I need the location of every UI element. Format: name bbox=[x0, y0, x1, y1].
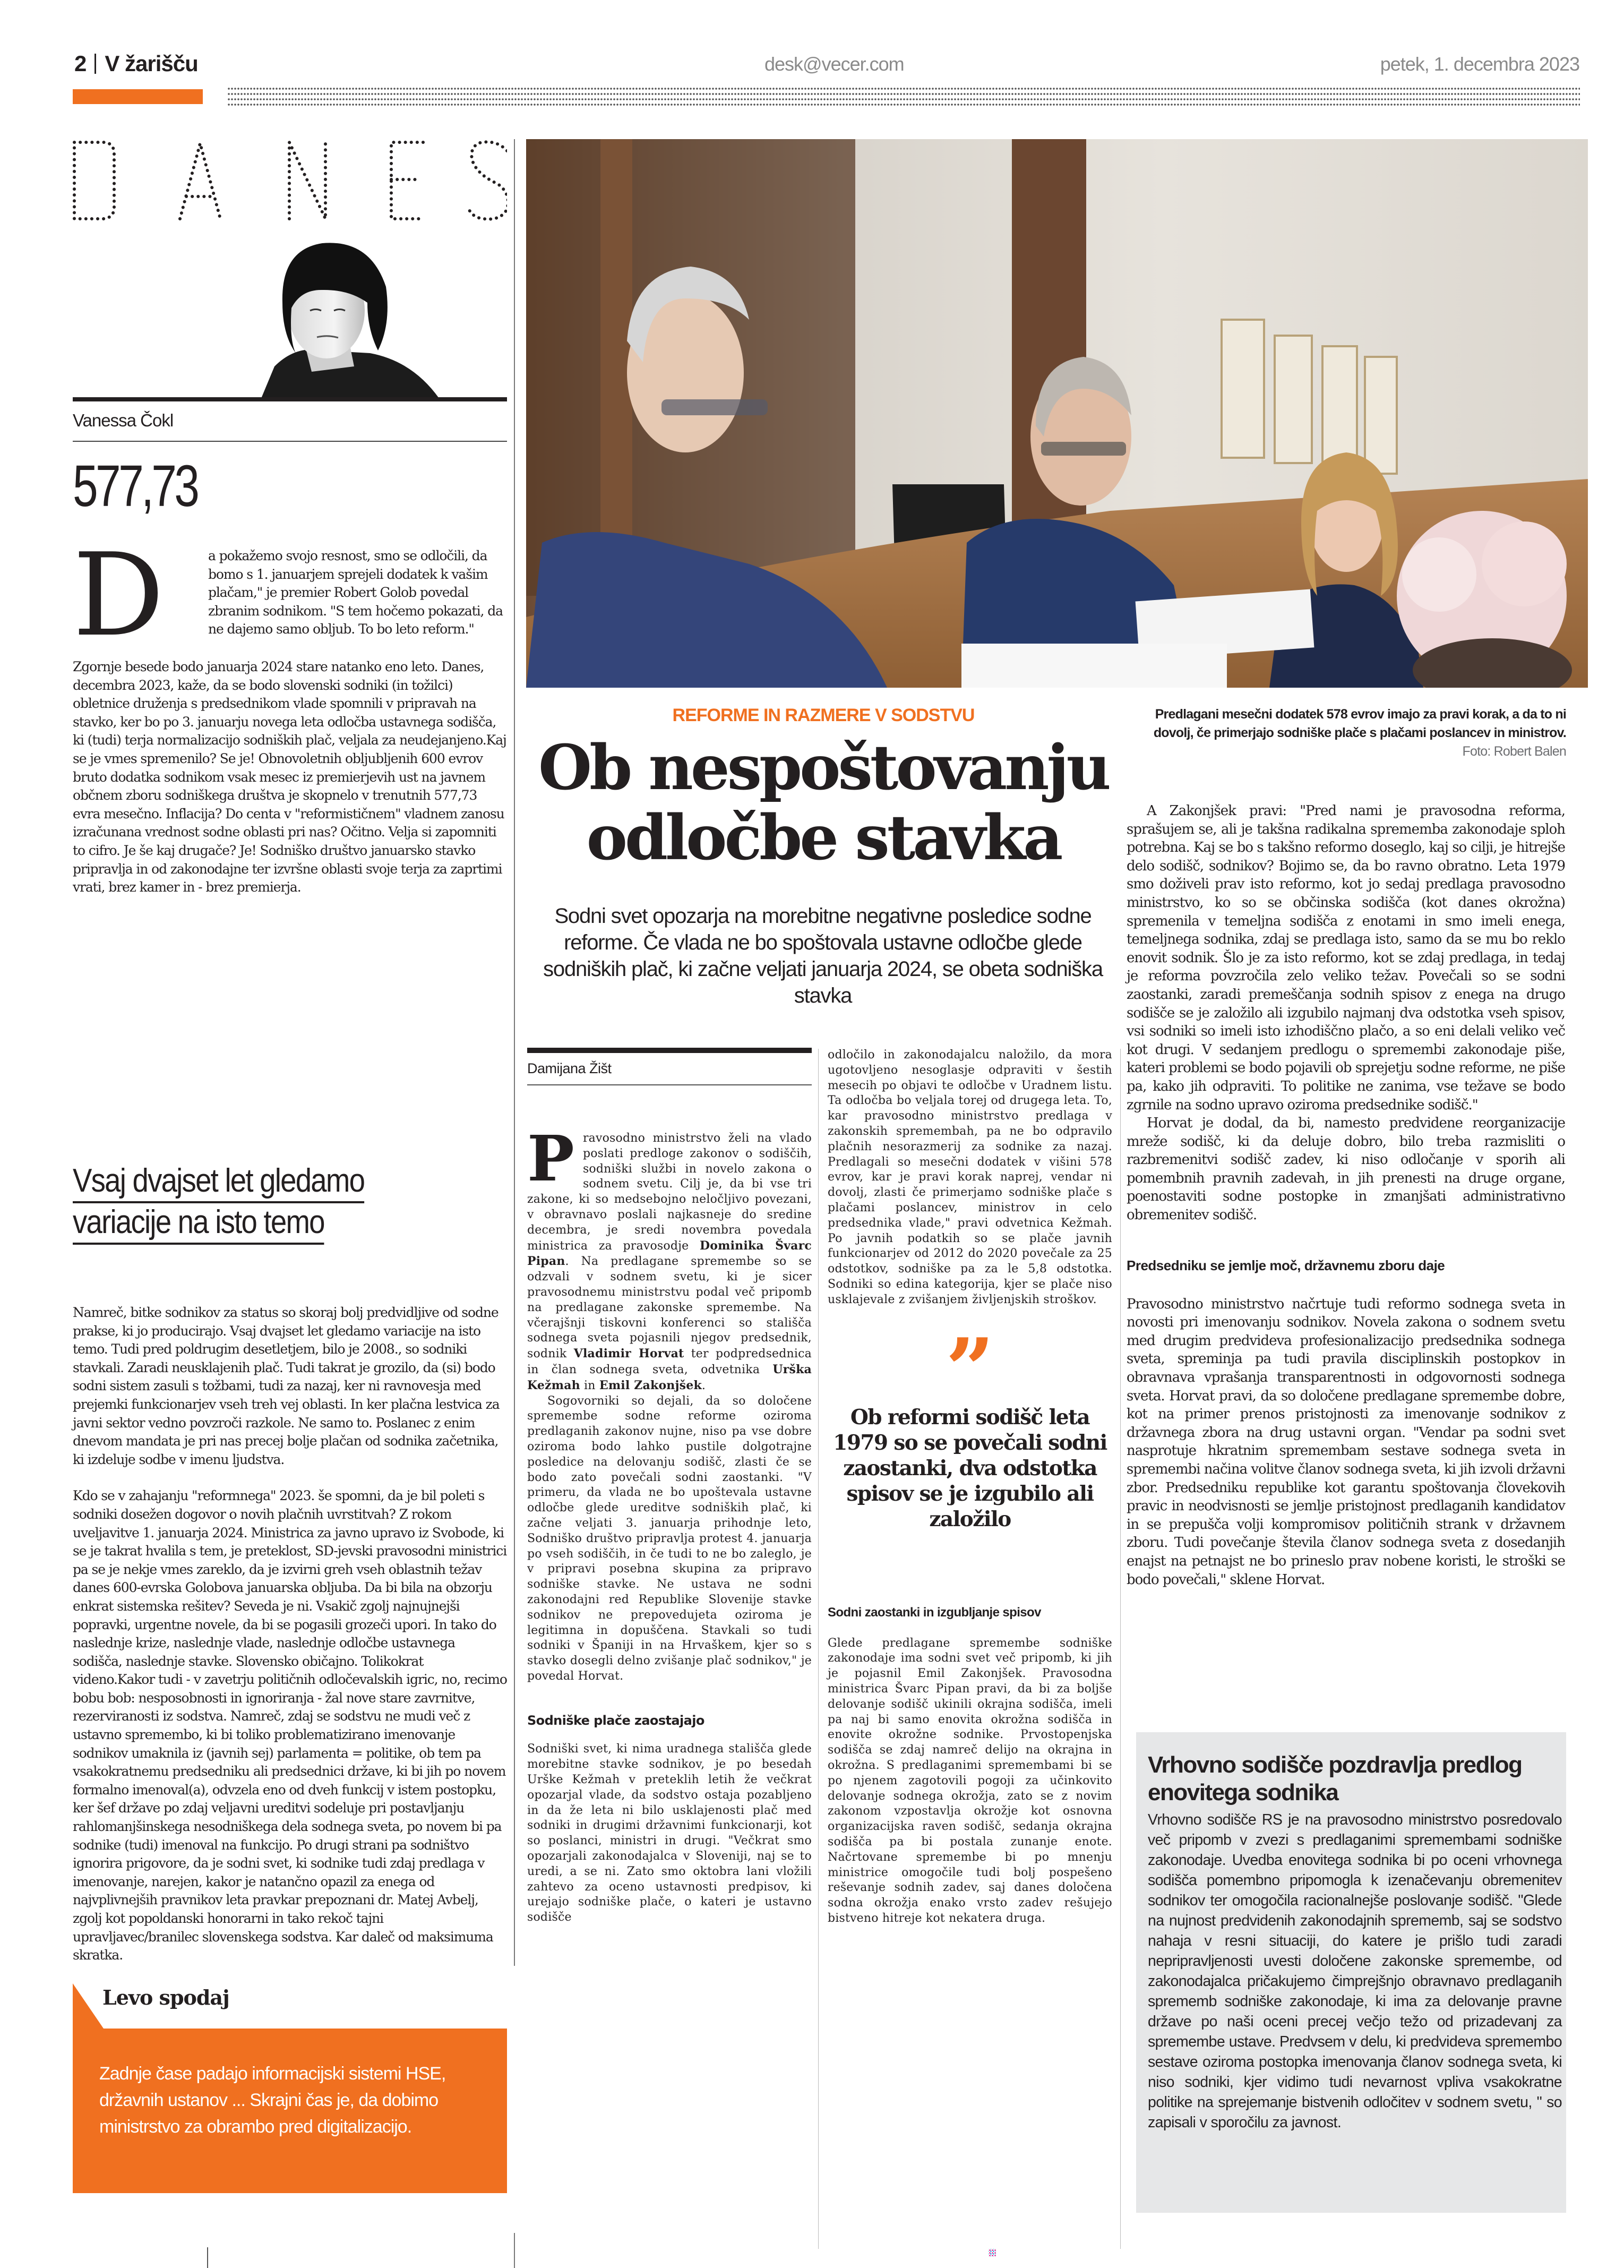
person-name: Vladimir Horvat bbox=[573, 1347, 684, 1361]
commentary-column bbox=[73, 138, 507, 1963]
article-body bbox=[1127, 802, 1565, 1225]
article-subhead: Predsedniku se jemlje moč, državnemu zboru daje bbox=[1127, 1257, 1445, 1273]
article-byline[interactable]: Damijana Žišt bbox=[527, 1060, 612, 1076]
article-subhead: Sodniške plače zaostajajo bbox=[527, 1713, 704, 1728]
commentary-lead-paragraph: a pokažemo svojo resnost, smo se odločili, da bomo s 1. januarjem sprejeli dodatek k vašim plačam," je premier Robert Golob povedal zbranim sodnikom. "S tem hočemo pokazati, da ne dajemo samo obljub. To bo leto reform." bbox=[208, 548, 503, 637]
article-column-2 bbox=[828, 1048, 1112, 1927]
article-headline: Ob nespoštovanju odločbe stavka bbox=[538, 732, 1109, 874]
article-body bbox=[828, 1636, 1112, 1927]
byline-rule bbox=[527, 1048, 812, 1053]
person-name: Urška Kežmah bbox=[527, 1362, 812, 1392]
article-body bbox=[527, 1122, 812, 1925]
sidebar-box-title: Vrhovno sodišče pozdravlja predlog enovitega sodnika bbox=[1148, 1752, 1522, 1805]
commentary-paragraph: Zgornje besede bodo januarja 2024 stare natanko eno leto. Danes, decembra 2023, kaže, da se bodo slovenski sodniki (in tožilci) obletnice druženja s predsednikom vlade spomnili v pripravah na stavko, ker bo po 3. januarju novega leta odločba ustavnega sodišča, ki (tudi) terja normalizacijo sodniških plač, veljala za neudejanjeno.Kaj se je vmes spremenilo? Se je! Obnovoletnih obljubljenih 600 evrov bruto dodatka sodnikom vsak mesec iz premierjevih ust na javnem občnem zboru sodniškega društva je skopnelo v trenutnih 577,73 evra mesečno. Inflacija? Do centa v "reformističnem" vladnem zanosu izračunana vrednost sodne oblasti pri nas? Očitno. Velja si zapomniti to cifro. Je še kaj drugače? Je! Sodniško društvo januarsko stavko pripravlja in od zakonodajne ter izvršne oblasti svoje terja za zaprtimi vrati, brez kamer in - brez premierja. bbox=[73, 658, 506, 895]
pull-quote-text: Ob reformi sodišč leta 1979 so se povečali sodni zaostanki, dva odstotka spisov se je izgubilo ali založilo bbox=[833, 1405, 1107, 1531]
column-divider bbox=[514, 2233, 515, 2268]
meeting-photo-image bbox=[526, 139, 1588, 688]
person-name: Emil Zakonjšek bbox=[599, 1378, 702, 1392]
commentary-subheading bbox=[73, 1160, 437, 1243]
commentary-lead bbox=[73, 528, 507, 897]
closing-quote-icon: ” bbox=[945, 1319, 995, 1419]
person-name: Dominika Švarc Pipan bbox=[527, 1238, 812, 1269]
author-rule bbox=[73, 397, 507, 401]
sidebar-box-text: Vrhovno sodišče RS je na pravosodno ministrstvo posredovalo več pripomb v zvezi s predlaganimi spremembami sodniške zakonodaje. Uvedba enovitega sodnika bi po oceni vrhovnega sodišča pomembno pripomogla k izenačevanju obremenitev sodnikov ter omogočila racionalnejše poslovanje sodišč. "Glede na nujnost predvidenih zakonodajnih sprememb, saj se sodstvo nahaja v resni situaciji, do katere je prišlo tudi zaradi nepripravljenosti uvesti določene zakonske spremembe, od zakonodajalca pričakujemo čimprejšnjo obravnavo predlaganih sprememb sodniške zakonodaje, ki ima za delovanje pravne države po naši oceni precej večjo težo od prizadevanj za spremembe ustave. Predvsem v delu, ki predvideva spremembo sestave oziroma postopka imenovanja članov sodnega sveta, ki niso sodniki, kjer vidimo tudi nevarnost vpliva vsakokratne politike na sprejemanje bistvenih odločitev v sodnem svetu, " so zapisali v sporočilu za javnost. bbox=[1148, 1811, 1562, 2131]
print-registration-mark bbox=[989, 2249, 996, 2256]
article-body bbox=[1127, 1295, 1565, 1589]
page-header-section bbox=[74, 51, 198, 76]
photo-caption bbox=[1131, 705, 1566, 761]
article-paragraph: Pravosodno ministrstvo načrtuje tudi reformo sodnega sveta in novosti pri imenovanju sodnikov. Novela zakona o sodnem svetu med drugim predvideva profesionalizacijo predsednika sodnega sveta, spreminja pa tudi pravila disciplinskih postopkov in obravnava vprašanja transparentnosti in odgovornosti sodnega sveta. Horvat pravi, da so določene predlagane spremembe dobre, kot na primer prenos pristojnosti za imenovanje sodnikov z državnega zbora na drug ustavni organ. "Vendar pa sodni svet nasprotuje hkratnim spremembam sestave sodnega sveta in spremembi načina volitve članov sodnega sveta, ki jih izvoli državni zbor. Predsedniku republike kot garantu spoštovanja človekovih pravic in neodvisnosti se jemlje pristojnost predlaganih kandidatov in se prepušča volji kompromisov političnih strank v državnem zboru. Tudi povečanje števila članov sodnega sveta z dosedanjih enajst na petnajst ne bo prineslo prav nobene koristi, le stroški se bodo povečali," sklene Horvat. bbox=[1127, 1296, 1565, 1588]
sidebar-box bbox=[1136, 1732, 1566, 2213]
section-name: V žarišču bbox=[105, 51, 198, 76]
column-divider bbox=[1120, 1049, 1121, 2249]
article-column-3 bbox=[1127, 802, 1565, 1589]
article-paragraph: Sodniški svet, ki nima uradnega stališča glede morebitne stavke sodnikov, je po besedah Urške Kežmah v preteklih letih že večkrat opozarjal vlade, da sodstvo ostaja pozabljeno in da že leta ni bilo usklajenosti plač med sodniki in drugimi državnimi funkcionarji, kot so poslanci, ministri in drugi. "Večkrat smo opozarjali zakonodajalca v Sloveniji, naj se to uredi, a se ni. Zato smo oktobra lani vložili zahtevo za oceno ustavnosti predpisov, ki urejajo sodniške plače, o kateri je ustavno sodišče bbox=[527, 1742, 812, 1924]
article-subhead: Sodni zaostanki in izgubljanje spisov bbox=[828, 1605, 1041, 1620]
photo-credit: Foto: Robert Balen bbox=[1462, 744, 1566, 759]
commentary-subheading-text: Vsaj dvajset let gledamo variacije na isto temo bbox=[73, 1162, 364, 1245]
column-divider bbox=[514, 139, 515, 1966]
byline-rule-thin bbox=[527, 1084, 812, 1085]
levo-spodaj-title: Levo spodaj bbox=[102, 1985, 229, 2009]
article-paragraph: Glede predlagane spremembe sodniške zakonodaje ima sodni svet več pripomb, ki jih je pojasnil Emil Zakonjšek. Pravosodna ministrica Švarc Pipan pravi, da bi za boljše delovanje sodišč ukinili okrajna sodišča, imeli pa naj bi samo enovita okrožna sodišča in enovite okrožne sodnike. Prvostopenjska sodišča se zdaj namreč delijo na okrajna in okrožna. S predlaganimi spremembami bi se po njenem zagotovili pogoji za učinkovito delovanje sodnega okrožja, zato se z novim zakonom vzpostavlja okrožje kot osnovna organizacijska raven sodišč, sedanja okrajna sodišča pa bi postala zunanje enote. Načrtovane spremembe bi po mnenju ministrice omogočile tudi bolj pospešeno reševanje sodnih zadev, saj danes določena sodna okrožja enako vrsto zadev rešujejo bistveno hitreje kot nekatera druga. bbox=[828, 1636, 1112, 1925]
header-date: petek, 1. decembra 2023 bbox=[1380, 53, 1579, 75]
article-paragraph: odločilo in zakonodajalcu naložilo, da mora ugotovljeno nesoglasje odpraviti v šestih mesecih po objavi te odločbe v Uradnem listu. Ta odločba bo veljala torej od drugega leta. To, kar pravosodno ministrstvo predlaga v zakonskih spremembah, pa ne bo odpravilo plačnih nesorazmerij za sodnike za nazaj. Predlagali so mesečni dodatek v višini 578 evrov, kar je pravi korak naprej, vendar ni dovolj, zlasti če primerjamo sodniške plače s plačami poslancev, ministrov in celo predsednika vlade," pravi odvetnica Kežmah. Po javnih podatkih so se plače javnih funkcionarjev od 2012 do 2020 povečale za 25 odstotkov, sodniške pa za le 5,8 odstotka. Sodniki so edina kategorija, kjer se plače niso usklajevale z zvišanjem življenjskih stroškov. bbox=[828, 1048, 1112, 1306]
commentary-paragraph: Kdo se v zahajanju "reformnega" 2023. še spomni, da je bil poleti s sodniki dosežen dogovor o novih plačnih uvrstitvah? Z rokom uveljavitve 1. januarja 2024. Ministrica za javno upravo iz Svobode, ki se je takrat hvalila s tem, je preteklost, SD-jevski pravosodni ministrici pa se je nekje vmes zareklo, da je izvirni greh vseh oblastnih težav danes 600-evrska Golobova januarska obljuba. Da bi bila na obzorju enkrat sistemska rešitev? Seveda je ni. Vsakič zgolj najnujnejši popravki, urgentne novele, da bi se pogasili grozeči upori. In tako do naslednje krize, naslednje vlade, naslednje odločbe ustavnega sodišča, naslednje stavke. Slovensko običajno. Tolikokrat videno.Kakor tudi - v zavetrju političnih odločevalskih igric, no, recimo bobu bob: nesposobnosti in ignoriranja - žal nove stare zavrnitve, rezerviranosti iz sodstva. Namreč, zdaj se sodstvu ne mudi več z ustavno spremembo, ki bi toliko problematizirano imenovanje sodnikov umaknila iz (javnih sej) parlamenta = politike, ob tem pa vsakokratnemu predsedniku ali predsednici države, ki bi jih po novem formalno imenoval(a), odvzela eno od dveh funkcij v istem postopku, ker šef države po zdaj veljavni ureditvi sodeluje pri postavljanju rahlomanjšinskega nesodniškega dela sodnega sveta, po novem bi pa sodnike (tudi) imenoval na funkcijo. Po drugi strani pa sodništvo ignorira prigovore, da je sodni svet, ki sodnike tudi zdaj predlaga v imenovanje, narejen, kakor je natančno opazil za enega od najvplivnejših pravnikov leta pravkar prepoznani dr. Matej Avbelj, zgolj kot popoldanski honorarni in tako rekoč tajni upravljavec/branilec slovenskega sodstva. Kar daleč od maksimuma skratka. bbox=[73, 1488, 507, 1963]
text-run: . Na predlagane spremembe so se odzvali v sodnem svetu, ki je sicer pravosodnemu ministrstvu podal več pripomb na predlagane zakonske spremembe. Na včerajšnji tiskovni konferenci so stališča sodnega sveta pojasnili njegov predsednik, sodnik bbox=[527, 1255, 812, 1361]
header-email[interactable]: desk@vecer.com bbox=[764, 53, 904, 75]
text-run: ravosodno ministrstvo želi na vlado poslati predloge zakonov o sodiščih, sodniški službi in novelo zakona o sodnem svetu. Cilj je, da bi vse tri zakone, ki so medsebojno neločljivo povezani, v obravnavo poslali najkasneje do sredine decembra, je sredi novembra povedala ministrica za pravosodje bbox=[527, 1132, 812, 1253]
header-divider bbox=[94, 54, 96, 74]
article-photo bbox=[526, 139, 1588, 688]
photo-caption-text: Predlagani mesečni dodatek 578 evrov imajo za pravi korak, a da to ni dovolj, če primerjajo sodniške plače s plačami poslancev in ministrov. bbox=[1153, 707, 1566, 740]
article-paragraph: Sogovorniki so dejali, da so določene spremembe sodne reforme oziroma predlaganih zakonov nujne, niso pa vse dobre oziroma bodo lahko pustile dolgotrajne posledice na delovanju sodišč, zlasti če se bodo zato povečali sodni zaostanki. "V primeru, da vlada ne bo upoštevala ustavne odločbe glede ureditve sodniških plač, ki začne veljati 3. januarja prihodnje leto, Sodniško društvo pripravlja protest 4. januarja po vseh sodiščih, in če tudi to ne bo zaleglo, je v pripravi posebna skupina za pripravo sodniške stavke. Ne ustava ne sodni zakonodajni red Republike Slovenije stavke sodnikov ne prepovedujeta oziroma je legitimna in dopuščena. Stavkali so tudi sodniki v Španiji in na Hrvaškem, kjer so s stavko dosegli delno zvišanje plač sodnikov," je povedal Horvat. bbox=[527, 1394, 812, 1683]
danes-dotted-title bbox=[73, 138, 507, 223]
author-name[interactable]: Vanessa Čokl bbox=[73, 410, 174, 430]
article-column-1 bbox=[527, 1048, 812, 1925]
author-rule-thin bbox=[73, 441, 507, 442]
article-kicker: REFORME IN RAZMERE V SODSTVU bbox=[672, 705, 975, 725]
dropcap-letter: D bbox=[73, 528, 164, 662]
text-run: in bbox=[580, 1379, 599, 1392]
commentary-title-number: 577,73 bbox=[73, 453, 197, 519]
text-run: . bbox=[701, 1379, 706, 1392]
commentary-paragraph: Namreč, bitke sodnikov za status so skoraj bolj predvidljive od sodne prakse, ki jo producirajo. Vsaj dvajset let gledamo variacije na isto temo. Tudi pred poldrugim desetletjem, bilo je 2008., so sodniki stavkali. Zaradi neusklajenih plač. Tudi takrat je grozilo, da (si) bodo sodni sistem zasuli s tožbami, tudi za nazaj, ker ni ravnovesja med prejemki funkcionarjev vseh treh vej oblasti. In ker plačna lestvica za javni sektor vedno povzroči razkole. Ne samo to. Poslanec z enim dnevom mandata je pri nas precej bolje plačan od sodnika začetnika, ki izdeluje sodbe v imenu ljudstva. bbox=[73, 1305, 500, 1467]
article-deck: Sodni svet opozarja na morebitne negativne posledice sodne reforme. Če vlada ne bo spoštovala ustavne odločbe glede sodniških plač, ki začne veljati januarja 2024, se obeta sodniška stavka bbox=[543, 904, 1103, 1007]
levo-spodaj-box bbox=[73, 1983, 507, 2193]
header-accent-bar bbox=[73, 89, 203, 104]
pull-quote bbox=[828, 1319, 1112, 1532]
levo-spodaj-text: Zadnje čase padajo informacijski sistemi HSE, državnih ustanov ... Skrajni čas je, da dobimo ministrstvo za obrambo pred digitalizacijo. bbox=[99, 2064, 446, 2137]
article-paragraph: A Zakonjšek pravi: "Pred nami je pravosodna reforma, sprašujem se, ali je takšna radikalna sprememba zakonodaje sploh potrebna. Kaj se bo s takšno reformo doseglo, kaj so cilji, je hitrejše delo sodišč, sodnikov? Bojimo se, da bo ravno obratno. Leta 1979 smo doživeli prav isto reformo, kot jo sedaj predlaga pravosodno ministrstvo, ko so se občinska sodišča (kot danes okrožna) spremenila v temeljna sodišča z enotami in smo imeli enega, temeljnega sodnika, zdaj se predlaga isto, samo da se mu bo reklo enovit sodnik. Šlo je za isto reformo, kot se zdaj predlaga, in tedaj je reforma povzročila zelo veliko težav. Povečali so se sodni zaostanki, zaradi premeščanja sodnih spisov z enega na drugo sodišče se je založilo ali izgubilo najmanj dva odstotka vseh spisov, vsi sodniki so imeli isto izhodiščno plačo, a so eni delali veliko več kot drugi. V sedanjem predlogu o spremembi zakonodaje piše, kateri problemi se bodo pojavili ob sprejetju sodne reforme, ne piše pa, kako jih odpraviti. To politike ne zanima, vse težave se bodo zgrnile na sodno upravo oziroma predsednike sodišč." bbox=[1127, 803, 1565, 1113]
commentary-body bbox=[73, 1304, 507, 1965]
author-photo-image bbox=[73, 239, 507, 398]
dotted-letters-logo bbox=[73, 138, 507, 223]
dropcap-letter: P bbox=[527, 1122, 574, 1195]
author-portrait bbox=[73, 239, 507, 398]
article-paragraph: Horvat je dodal, da bi, namesto predvidene reorganizacije mreže sodišč, ki da deluje dobro, bilo treba razmisliti o razbremenitvi sodišč zadev, ki niso odločanje v sporih ali pomembnih pravnih zadevah, in jih prenesti na druge organe, poenostaviti sodne postopke in zmanjšati administrativno obremenitev sodišč. bbox=[1127, 1115, 1565, 1223]
page-number: 2 bbox=[74, 51, 87, 76]
text-run: ter podpredsednica in član sodnega sveta, odvetnika bbox=[527, 1347, 812, 1376]
footer-divider bbox=[207, 2247, 208, 2268]
column-divider bbox=[818, 1049, 819, 2249]
header-dotted-rule bbox=[227, 86, 1580, 107]
article-body bbox=[828, 1048, 1112, 1308]
